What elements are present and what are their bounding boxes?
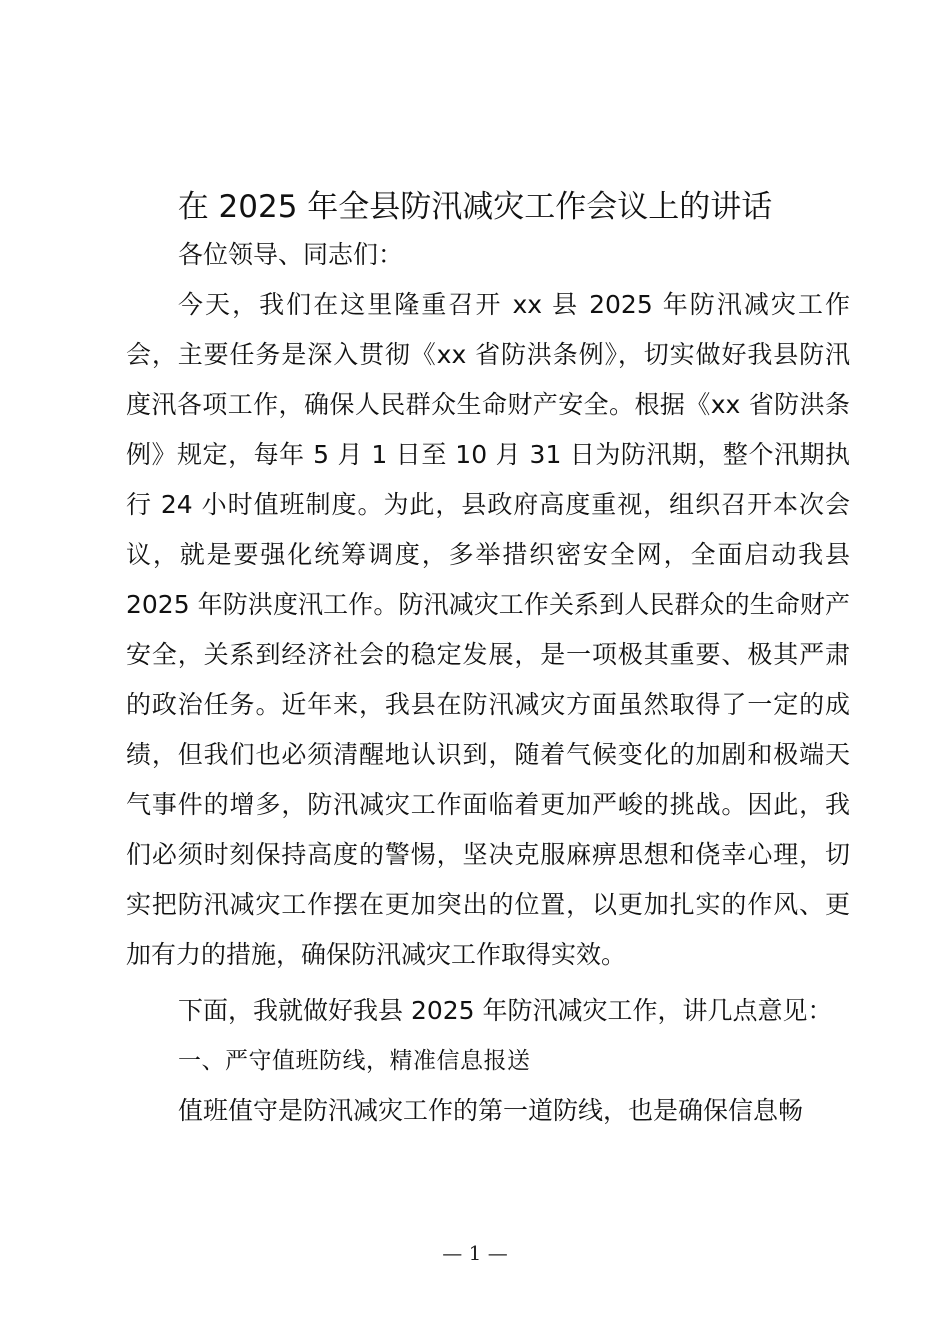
section-heading-1: 一、严守值班防线，精准信息报送 <box>178 1048 531 1074</box>
salutation: 各位领导、同志们： <box>178 240 404 269</box>
page-number: — 1 — <box>442 1241 508 1265</box>
paragraph-intro: 今天，我们在这里隆重召开 xx 县 2025 年防汛减灾工作会，主要任务是深入贯彻《xx 省防洪条例》，切实做好我县防汛度汛各项工作，确保人民群众生命财产安全。根据《xx 省防洪条例》规定，每年 5 月 1 日至 10 月 31 日为防汛期，整个汛期执行 24 小时值班制度。为此，县政府高度重视，组织召开本次会议，就是要强化统筹调度，多举措织密安全网，全面启动我县 2025 年防洪度汛工作。防汛减灾工作关系到人民群众的生命财产安全，关系到经济社会的稳定发展，是一项极其重要、极其严肃的政治任务。近年来，我县在防汛减灾方面虽然取得了一定的成绩，但我们也必须清醒地认识到，随着气候变化的加剧和极端天气事件的增多，防汛减灾工作面临着更加严峻的挑战。因此，我们必须时刻保持高度的警惕，坚决克服麻痹思想和侥幸心理，切实把防汛减灾工作摆在更加突出的位置，以更加扎实的作风、更加有力的措施，确保防汛减灾工作取得实效。 <box>126 290 850 969</box>
document-body <box>126 230 850 1136</box>
document-title: 在 2025 年全县防汛减灾工作会议上的讲话 <box>177 189 773 225</box>
paragraph-section-1: 值班值守是防汛减灾工作的第一道防线，也是确保信息畅 <box>178 1096 804 1125</box>
paragraph-overview: 下面，我就做好我县 2025 年防汛减灾工作，讲几点意见： <box>178 996 833 1025</box>
